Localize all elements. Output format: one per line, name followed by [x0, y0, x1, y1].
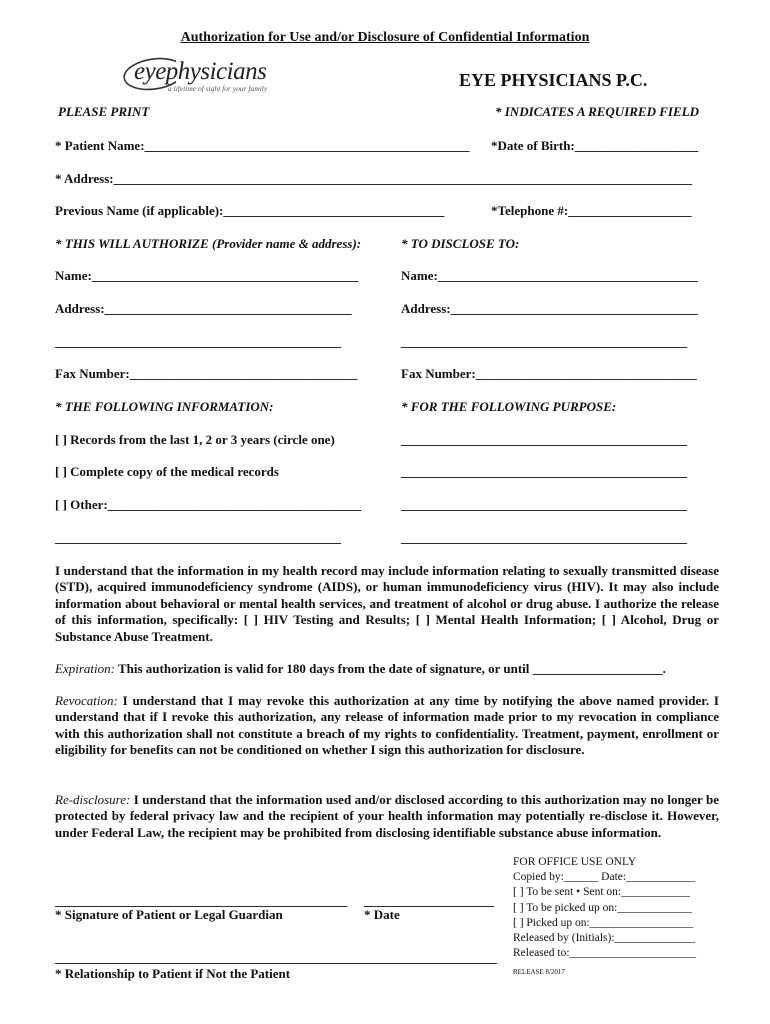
patient-name-field[interactable]: * Patient Name:__________________________________________________	[55, 138, 470, 153]
telephone-field[interactable]: *Telephone #:___________________	[491, 203, 692, 218]
redisclosure-label: Re-disclosure:	[55, 792, 131, 807]
relationship-line[interactable]: ____________________________________________________________________	[55, 950, 497, 965]
office-use-box	[513, 855, 696, 961]
office-use-heading: FOR OFFICE USE ONLY	[513, 856, 637, 868]
to-be-picked-up-checkbox[interactable]: [ ] To be picked up on:_____________	[513, 901, 693, 914]
logo-tagline: a lifetime of sight for your family	[168, 84, 268, 93]
date-of-birth-field[interactable]: *Date of Birth:___________________	[491, 138, 699, 153]
address-field[interactable]: * Address:_________________________________________________________________________________________	[55, 171, 693, 186]
signature-label: * Signature of Patient or Legal Guardian	[55, 907, 283, 922]
to-be-sent-checkbox[interactable]: [ ] To be sent • Sent on:____________	[513, 886, 691, 899]
disclose-heading: * TO DISCLOSE TO:	[401, 236, 520, 251]
complete-copy-checkbox[interactable]: [ ] Complete copy of the medical records	[55, 464, 279, 479]
revocation-label: Revocation:	[55, 693, 118, 708]
copied-by-field[interactable]: Copied by:______ Date:____________	[513, 871, 696, 884]
release-code: RELEASE 8/2017	[513, 968, 565, 976]
other-line[interactable]: ____________________________________________	[55, 530, 341, 545]
expiration-paragraph	[55, 661, 719, 677]
records-checkbox[interactable]: [ ] Records from the last 1, 2 or 3 years (circle one)	[55, 432, 335, 447]
purpose-line-3[interactable]: ____________________________________________	[401, 497, 687, 512]
authorize-address-field[interactable]: Address:______________________________________	[55, 301, 352, 316]
redisclosure-text: I understand that the information used and/or disclosed according to this authorization may no longer be protected by federal privacy law and the recipient of your health information may potentially re-disclose it. However, under Federal Law, the recipient may be prohibited from disclosing identifiable substance abuse information.	[55, 792, 719, 840]
required-note: * INDICATES A REQUIRED FIELD	[495, 104, 699, 119]
company-name: EYE PHYSICIANS P.C.	[459, 70, 648, 90]
purpose-heading: * FOR THE FOLLOWING PURPOSE:	[401, 399, 617, 414]
disclose-address-field[interactable]: Address:______________________________________	[401, 301, 698, 316]
revocation-paragraph	[55, 693, 719, 759]
signature-line[interactable]: _____________________________________________	[55, 893, 348, 908]
authorize-address-line2[interactable]: ____________________________________________	[55, 334, 341, 349]
relationship-label: * Relationship to Patient if Not the Patient	[55, 966, 291, 981]
authorize-fax-field[interactable]: Fax Number:___________________________________	[55, 366, 358, 381]
expiration-text: This authorization is valid for 180 days from the date of signature, or until ____________________.	[114, 661, 666, 676]
purpose-line-4[interactable]: ____________________________________________	[401, 530, 687, 545]
date-line[interactable]: ____________________	[364, 893, 494, 908]
disclose-fax-field[interactable]: Fax Number:__________________________________	[401, 366, 697, 381]
revocation-text: I understand that I may revoke this authorization at any time by notifying the above named provider. I understand that if I revoke this authorization, any release of information made prior to my revocation in compliance with this authorization shall not constitute a breach of my rights to confidentiality. Treatment, payment, enrollment or eligibility for benefits can not be conditioned on whether I sign this authorization for disclosure.	[55, 693, 719, 758]
released-to-field[interactable]: Released to:______________________	[513, 947, 697, 960]
disclose-address-line2[interactable]: ____________________________________________	[401, 334, 687, 349]
information-heading: * THE FOLLOWING INFORMATION:	[55, 399, 274, 414]
other-checkbox[interactable]: [ ] Other:_______________________________________	[55, 497, 362, 512]
picked-up-checkbox[interactable]: [ ] Picked up on:__________________	[513, 916, 694, 929]
authorize-name-field[interactable]: Name:_________________________________________	[55, 268, 359, 283]
previous-name-field[interactable]: Previous Name (if applicable):__________________________________	[55, 203, 445, 218]
expiration-label: Expiration:	[55, 661, 115, 676]
understand-paragraph: I understand that the information in my health record may include information relating to sexually transmitted disease (STD), acquired immunodeficiency syndrome (AIDS), or human immunodeficiency virus (HIV). It may also include information about behavioral or mental health services, and treatment of alcohol or drug abuse. I authorize the release of this information, specifically: [ ] HIV Testing and Results; [ ] Mental Health Information; [ ] Alcohol, Drug or Substance Abuse Treatment.	[55, 563, 719, 644]
purpose-line-1[interactable]: ____________________________________________	[401, 432, 687, 447]
logo-wordmark: eyephysicians	[134, 58, 267, 85]
please-print: PLEASE PRINT	[58, 104, 150, 119]
eye-physicians-logo	[116, 56, 278, 96]
disclose-name-field[interactable]: Name:________________________________________	[401, 268, 698, 283]
purpose-line-2[interactable]: ____________________________________________	[401, 464, 687, 479]
date-label: * Date	[364, 907, 400, 922]
redisclosure-paragraph	[55, 792, 719, 841]
released-by-field[interactable]: Released by (Initials):______________	[513, 932, 696, 945]
authorize-heading: * THIS WILL AUTHORIZE (Provider name & address):	[55, 236, 362, 251]
form-title: Authorization for Use and/or Disclosure of Confidential Information	[180, 30, 590, 45]
